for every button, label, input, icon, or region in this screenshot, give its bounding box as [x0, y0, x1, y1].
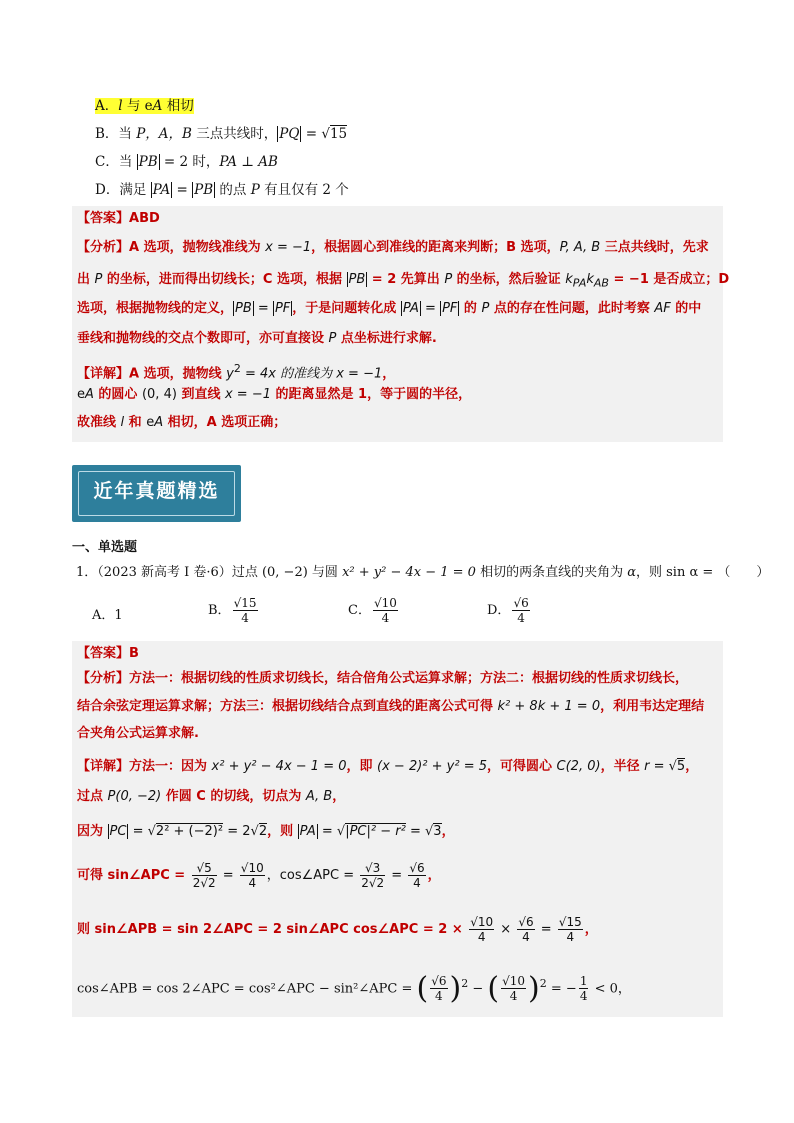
- detail-1-text: 故准线: [77, 415, 121, 430]
- detail-2-den: 2√2: [192, 876, 216, 890]
- analysis-1-math: =: [253, 301, 273, 316]
- question-option-d-num: √ 6: [512, 596, 529, 611]
- detail-1-math: y: [226, 366, 234, 382]
- detail-1-text: 相切，A 选项正确；: [163, 415, 287, 430]
- detail-2-num: √3: [360, 861, 385, 876]
- analysis-1-math: PF: [442, 301, 458, 316]
- detail-2-text: ，: [332, 789, 346, 804]
- detail-1-math: x = −1: [336, 366, 383, 382]
- detail-2-math: x² + y² − 4x − 1 = 0: [211, 759, 347, 774]
- detail-2-text: ，: [427, 868, 441, 883]
- detail-2-math: =: [128, 824, 148, 839]
- analysis-2-line-3: [77, 723, 199, 745]
- detail-2-math: =: [317, 824, 337, 839]
- detail-2-sqrt: [251, 823, 268, 839]
- detail-2-line-3: [77, 821, 455, 843]
- question-option-c-frac: [373, 596, 398, 625]
- option-b-points: P，A，B: [136, 126, 192, 142]
- detail-2-text: 作圆 C 的切线，切点为: [161, 789, 306, 804]
- question-option-b-num: √ 15: [233, 596, 258, 611]
- detail-2-sqrt: [669, 758, 686, 774]
- detail-2-text: ，可得圆心: [487, 759, 557, 774]
- option-a-label: A．: [95, 98, 119, 114]
- detail-2-math: |PC|² − r²: [345, 824, 406, 839]
- detail-2-den: 4: [413, 876, 421, 890]
- detail-2-sqrt: [425, 823, 442, 839]
- analysis-1-line-4: [77, 328, 437, 350]
- question-option-d: [487, 596, 532, 625]
- option-a-highlight: [95, 98, 194, 114]
- detail-1-sup: 2: [233, 362, 241, 375]
- analysis-1-sub: PA: [572, 276, 587, 290]
- detail-2-num: √6: [431, 974, 447, 989]
- detail-1-text: 和: [124, 415, 147, 430]
- question-math: (0, −2): [261, 565, 308, 580]
- detail-2-math: −: [468, 981, 488, 997]
- question-option-d-label: D．: [487, 603, 511, 618]
- detail-2-math: =: [405, 824, 425, 839]
- detail-2-math: cos∠APB = cos 2∠APC = cos²∠APC − sin²∠APC =: [77, 981, 417, 997]
- detail-2-sqrt: [337, 823, 406, 839]
- answer-1-label: 【答案】: [77, 211, 130, 226]
- option-a: [95, 96, 194, 116]
- analysis-1-math: PB: [348, 272, 366, 287]
- analysis-1-text: ，于是问题转化成: [292, 301, 401, 316]
- question-option-b-frac: [233, 596, 258, 625]
- analysis-1-text: = −1 是否成立；D: [608, 272, 730, 287]
- detail-2-math: P(0, −2): [107, 789, 162, 804]
- detail-2-num: √6: [409, 861, 425, 875]
- analysis-1-text: A 选项，抛物线准线为: [129, 240, 266, 255]
- analysis-1-math: P: [481, 301, 490, 316]
- detail-2-math: C(2, 0): [556, 759, 601, 774]
- analysis-1-text: 垂线和抛物线的交点个数即可，亦可直接设: [77, 331, 329, 346]
- detail-2-math: < 0，: [590, 981, 631, 997]
- detail-2-text: 则 sin∠APB = sin 2∠APC = 2 sin∠APC cos∠APC = 2 ×: [77, 922, 468, 937]
- option-b-sqrt: [321, 125, 347, 142]
- detail-2-line-5: [77, 913, 598, 947]
- analysis-1-line-1: [77, 237, 709, 259]
- section-heading: 一、单选题: [72, 540, 138, 555]
- analysis-2-line-1: [77, 668, 688, 690]
- option-b-mid: 三点共线时，: [191, 126, 278, 142]
- question-option-c: [348, 596, 400, 625]
- detail-2-math: = −: [546, 981, 577, 997]
- detail-2-math: ×: [496, 922, 516, 937]
- question-option-b-label: B．: [208, 603, 231, 618]
- analysis-1-math: PB: [235, 301, 252, 316]
- detail-2-sqrt: [148, 823, 223, 839]
- detail-2-math: r =: [644, 759, 669, 774]
- detail-2-text: ，: [685, 759, 699, 774]
- detail-1-text: 到直线: [176, 387, 225, 402]
- detail-2-math: 3: [433, 824, 442, 839]
- question-option-c-den: 4: [381, 611, 390, 625]
- answer-1-value: ABD: [129, 211, 160, 226]
- question-option-b-den: 4: [241, 611, 249, 625]
- answer-2-line: [77, 643, 139, 665]
- detail-2-math: ，cos∠APC =: [266, 868, 359, 883]
- analysis-1-text: ，根据圆心到准线的距离来判断；B 选项，: [311, 240, 560, 255]
- question-option-c-num: √ 10: [373, 596, 398, 611]
- option-a-circle: e: [144, 98, 153, 114]
- option-b-label: B．当: [95, 126, 137, 142]
- detail-2-num: √10: [470, 915, 494, 929]
- option-d-label: D．满足: [95, 182, 151, 198]
- option-c-eq: = 2 时，: [159, 154, 220, 170]
- analysis-1-math: =: [420, 301, 441, 316]
- detail-1-line-3: [77, 412, 286, 434]
- option-b-val: 15: [329, 126, 348, 142]
- detail-2-frac: [430, 974, 447, 1003]
- detail-2-sup: 2: [539, 977, 547, 990]
- analysis-1-math: k: [565, 272, 573, 287]
- analysis-1-math: x = −1: [265, 240, 312, 255]
- option-d-expr2: PB: [194, 182, 214, 198]
- detail-2-label: 【详解】: [77, 759, 130, 774]
- detail-2-paren: ): [528, 970, 540, 1006]
- analysis-1-text: 点的存在性问题，此时考察: [489, 301, 655, 316]
- answer-2-label: 【答案】: [77, 646, 130, 661]
- detail-1-math: e: [77, 387, 85, 402]
- analysis-1-text: 出: [77, 272, 95, 287]
- analysis-2-text: 结合余弦定理运算求解；方法三：根据切线结合点到直线的距离公式可得: [77, 699, 498, 714]
- question-1: [76, 563, 769, 583]
- detail-2-math: PA: [299, 824, 316, 839]
- option-a-tail: 相切: [162, 98, 194, 114]
- detail-2-text: ，: [441, 824, 455, 839]
- detail-1-math: A: [85, 387, 94, 402]
- analysis-1-math: PA: [402, 301, 419, 316]
- detail-2-math: 2: [258, 824, 268, 839]
- section-banner: [72, 465, 241, 522]
- analysis-2-line-2: [77, 696, 704, 718]
- option-b-eq: =: [301, 126, 322, 142]
- question-option-c-label: C．: [348, 603, 371, 618]
- detail-2-den: 4: [509, 989, 518, 1004]
- detail-2-frac: [192, 861, 217, 890]
- detail-2-math: (x − 2)² + y² = 5: [377, 759, 487, 774]
- detail-1-text: A 选项，抛物线: [129, 366, 227, 382]
- detail-2-num: √6: [518, 915, 534, 929]
- analysis-1-text: 三点共线时，先求: [600, 240, 709, 255]
- detail-2-num: √5: [192, 861, 217, 876]
- analysis-2-text: 合夹角公式运算求解.: [77, 726, 199, 741]
- detail-1-math: = 4x 的准线为: [240, 366, 337, 382]
- analysis-1-math: P: [94, 272, 103, 287]
- detail-2-math: = 2: [223, 824, 251, 839]
- question-option-d-den: 4: [517, 611, 525, 625]
- analysis-1-line-2: [77, 269, 729, 295]
- analysis-1-math: P: [444, 272, 453, 287]
- question-option-b: [208, 596, 260, 625]
- analysis-1-math: PF: [274, 301, 291, 316]
- detail-2-line-1: [77, 756, 698, 778]
- detail-2-paren: (: [487, 970, 500, 1006]
- option-d-eq: =: [172, 182, 193, 198]
- option-d-tail1: 的点: [215, 182, 251, 198]
- question-text: ，则 sin α = （ ）: [635, 565, 770, 580]
- analysis-1-text: 的坐标，进而得出切线长；C 选项，根据: [102, 272, 347, 287]
- analysis-1-text: 点坐标进行求解.: [336, 331, 437, 346]
- detail-2-math: =: [536, 922, 556, 937]
- detail-2-math: 5: [676, 759, 686, 774]
- option-a-var: l: [118, 98, 123, 114]
- detail-2-frac: [469, 915, 494, 944]
- detail-2-num: √10: [502, 974, 526, 989]
- option-a-mid: 与: [122, 98, 145, 114]
- question-text: 相切的两条直线的夹角为: [475, 565, 628, 580]
- detail-2-frac: [360, 861, 385, 890]
- question-option-d-frac: [512, 596, 529, 625]
- detail-2-frac: [501, 974, 526, 1003]
- option-b: [95, 124, 347, 144]
- detail-2-den: 4: [579, 989, 588, 1004]
- analysis-2-label: 【分析】: [77, 671, 130, 686]
- analysis-1-math: AF: [654, 301, 671, 316]
- detail-1-line-2: [77, 384, 471, 406]
- detail-1-label: 【详解】: [77, 366, 130, 382]
- option-a-point: A: [152, 98, 163, 114]
- detail-2-frac: [517, 915, 534, 944]
- option-b-expr: PQ: [279, 126, 300, 142]
- detail-2-frac: [240, 861, 265, 890]
- detail-2-num: √10: [240, 861, 264, 875]
- question-math: x² + y² − 4x − 1 = 0: [342, 565, 476, 580]
- detail-2-text: ，即: [346, 759, 378, 774]
- detail-1-text: 的距离显然是 1，等于圆的半径，: [271, 387, 472, 402]
- detail-2-text: ，则: [267, 824, 298, 839]
- detail-1-text: 的圆心: [93, 387, 142, 402]
- detail-2-text: ，半径: [600, 759, 645, 774]
- option-c: [95, 152, 278, 172]
- detail-2-math: 2² + (−2)²: [155, 824, 224, 839]
- option-d-var: P: [250, 182, 260, 198]
- question-text: 过点: [231, 565, 262, 580]
- analysis-1-math: P: [328, 331, 337, 346]
- option-d-tail2: 有且仅有 2 个: [259, 182, 349, 198]
- detail-2-den: 4: [248, 876, 257, 890]
- answer-1-line: [77, 208, 160, 230]
- question-option-a: [92, 604, 123, 623]
- question-source: （2023 新高考 I 卷·6）: [97, 565, 232, 580]
- question-option-a-text: A．1: [92, 608, 123, 623]
- question-text: 与圆: [307, 565, 343, 580]
- question-number: 1．: [76, 565, 98, 580]
- option-c-expr: PB: [138, 154, 158, 170]
- detail-1-line-1: [77, 358, 395, 385]
- detail-2-den: 4: [522, 930, 530, 944]
- detail-2-paren: ): [449, 970, 462, 1006]
- detail-2-math: PC: [109, 824, 127, 839]
- analysis-1-label: 【分析】: [77, 240, 130, 255]
- detail-2-paren: (: [416, 970, 429, 1006]
- option-d: [95, 180, 349, 200]
- analysis-1-text: = 2 先算出: [367, 272, 445, 287]
- option-c-rel: PA ⊥ AB: [219, 154, 278, 170]
- detail-2-num: 1: [579, 974, 588, 989]
- detail-2-frac: [408, 861, 425, 890]
- detail-2-text: 可得 sin∠APC =: [77, 868, 190, 883]
- detail-2-frac: [558, 915, 583, 944]
- analysis-1-text: 选项，根据抛物线的定义，: [77, 301, 234, 316]
- analysis-1-sub: AB: [593, 276, 609, 290]
- detail-2-sup: 2: [461, 977, 469, 990]
- detail-1-math: (0, 4): [141, 387, 177, 402]
- option-c-label: C．当: [95, 154, 137, 170]
- detail-2-text: 方法一：因为: [129, 759, 212, 774]
- detail-2-den: 4: [477, 930, 486, 944]
- detail-2-line-6: [77, 965, 631, 1008]
- detail-2-math: =: [387, 868, 407, 883]
- solution-panel-2: [72, 641, 723, 1017]
- detail-2-line-4: [77, 859, 441, 893]
- detail-2-math: A, B: [305, 789, 333, 804]
- question-math: α: [627, 565, 636, 580]
- analysis-1-text: 的坐标，然后验证: [452, 272, 566, 287]
- analysis-2-math: k² + 8k + 1 = 0: [497, 699, 601, 714]
- detail-1-math: A: [154, 415, 164, 430]
- answer-2-value: B: [129, 646, 139, 661]
- analysis-2-text: ，利用韦达定理结: [600, 699, 705, 714]
- analysis-1-line-3: [77, 298, 701, 320]
- detail-2-math: =: [218, 868, 238, 883]
- analysis-2-text: 方法一：根据切线的性质求切线长，结合倍角公式运算求解；方法二：根据切线的性质求切线长，: [129, 671, 689, 686]
- detail-2-frac: [579, 974, 589, 1003]
- detail-2-den: 4: [435, 989, 443, 1004]
- detail-2-text: 过点: [77, 789, 108, 804]
- detail-2-text: 因为: [77, 824, 108, 839]
- detail-1-math: l: [120, 415, 125, 430]
- section-banner-title: 近年真题精选: [93, 480, 220, 502]
- detail-2-line-2: [77, 786, 345, 808]
- detail-1-math: e: [146, 415, 155, 430]
- detail-2-den: 2√2: [361, 876, 385, 890]
- detail-2-den: 4: [566, 930, 575, 944]
- option-d-expr1: PA: [152, 182, 171, 198]
- detail-1-text: ，: [382, 366, 396, 382]
- analysis-1-text: 的: [459, 301, 482, 316]
- solution-panel-1: [72, 206, 730, 442]
- analysis-1-text: 的中: [670, 301, 702, 316]
- analysis-1-math: P, A, B: [559, 240, 601, 255]
- detail-2-num: √15: [558, 915, 582, 929]
- analysis-1-math: k: [586, 272, 594, 287]
- detail-2-text: ，: [584, 922, 598, 937]
- detail-1-math: x = −1: [224, 387, 271, 402]
